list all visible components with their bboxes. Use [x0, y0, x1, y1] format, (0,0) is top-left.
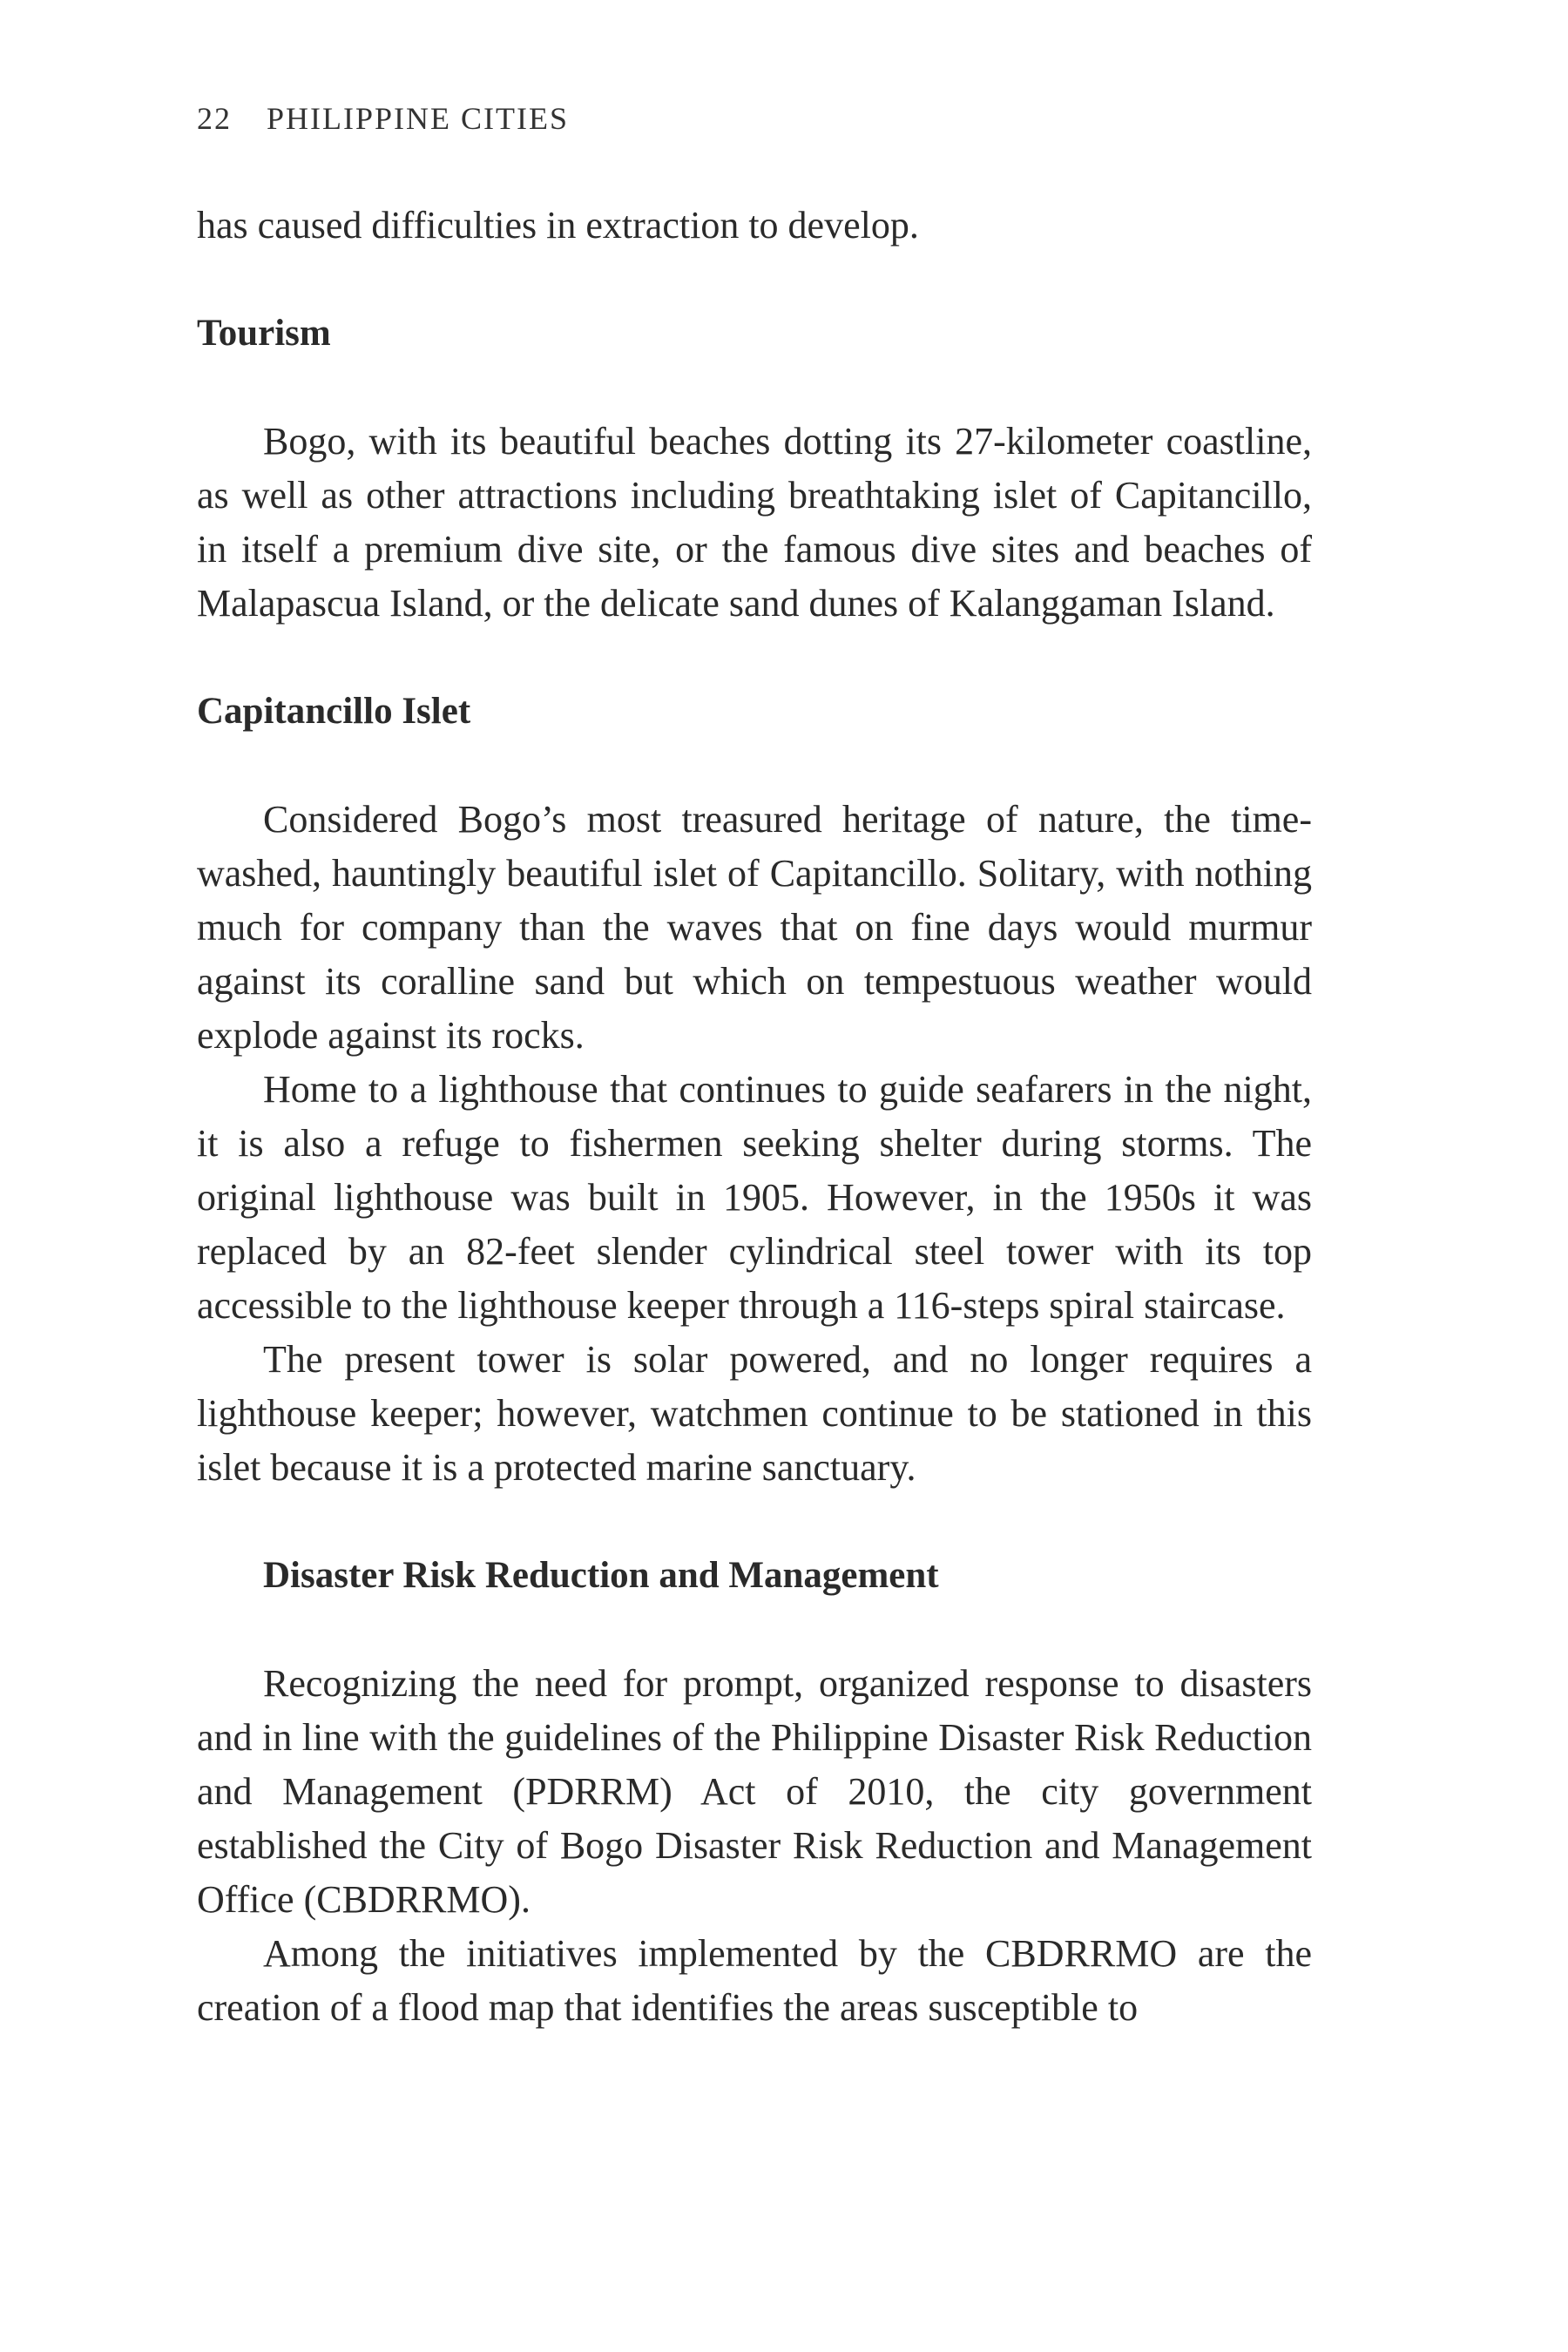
paragraph-capitancillo-2: Home to a lighthouse that continues to guide seafarers in the night, it is also a refuge to fishermen seeking shelter during storms. The original lighthouse was built in 1905. However, in the 1950s it was replaced by an 82-feet slender cylindrical steel tower with its top accessible to the lighthouse keeper through a 116-steps spiral staircase. — [197, 1068, 1312, 1327]
paragraph-capitancillo-1: Considered Bogo’s most treasured heritage of nature, the time-washed, hauntingly beautiful islet of Capitancillo. Solitary, with nothing much for company than the waves that on fine days would murmur against its coralline sand but which on tempestuous weather would explode against its rocks. — [197, 798, 1312, 1057]
section-heading-drrm: Disaster Risk Reduction and Management — [263, 1555, 939, 1596]
spacer — [197, 631, 1312, 685]
running-head — [197, 103, 569, 134]
spacer — [197, 1603, 1312, 1657]
paragraph-drrm-2: Among the initiatives implemented by the CBDRRMO are the creation of a flood map that identifies the areas susceptible to — [197, 1932, 1312, 2029]
body-text — [197, 199, 1312, 2035]
section-heading-tourism: Tourism — [197, 313, 331, 354]
spacer — [197, 361, 1312, 415]
paragraph-drrm-1: Recognizing the need for prompt, organized response to disasters and in line with the guidelines of the Philippine Disaster Risk Reduction and Management (PDRRM) Act of 2010, the city government established the City of Bogo Disaster Risk Reduction and Management Office (CBDRRMO). — [197, 1662, 1312, 1921]
section-heading-capitancillo: Capitancillo Islet — [197, 691, 471, 732]
carryover-line: has caused difficulties in extraction to develop. — [197, 204, 919, 247]
page-number: 22 — [197, 101, 232, 136]
spacer — [197, 253, 1312, 307]
spacer — [197, 739, 1312, 793]
paragraph-capitancillo-3: The present tower is solar powered, and no longer requires a lighthouse keeper; however, watchmen continue to be stationed in this islet because it is a protected marine sanctuary. — [197, 1338, 1312, 1489]
spacer — [197, 1495, 1312, 1549]
paragraph-tourism: Bogo, with its beautiful beaches dotting its 27-kilometer coastline, as well as other attractions including breathtaking islet of Capitancillo, in itself a premium dive site, or the famous dive sites and beaches of Malapascua Island, or the delicate sand dunes of Kalanggaman Island. — [197, 420, 1312, 625]
running-title: PHILIPPINE CITIES — [267, 101, 569, 136]
